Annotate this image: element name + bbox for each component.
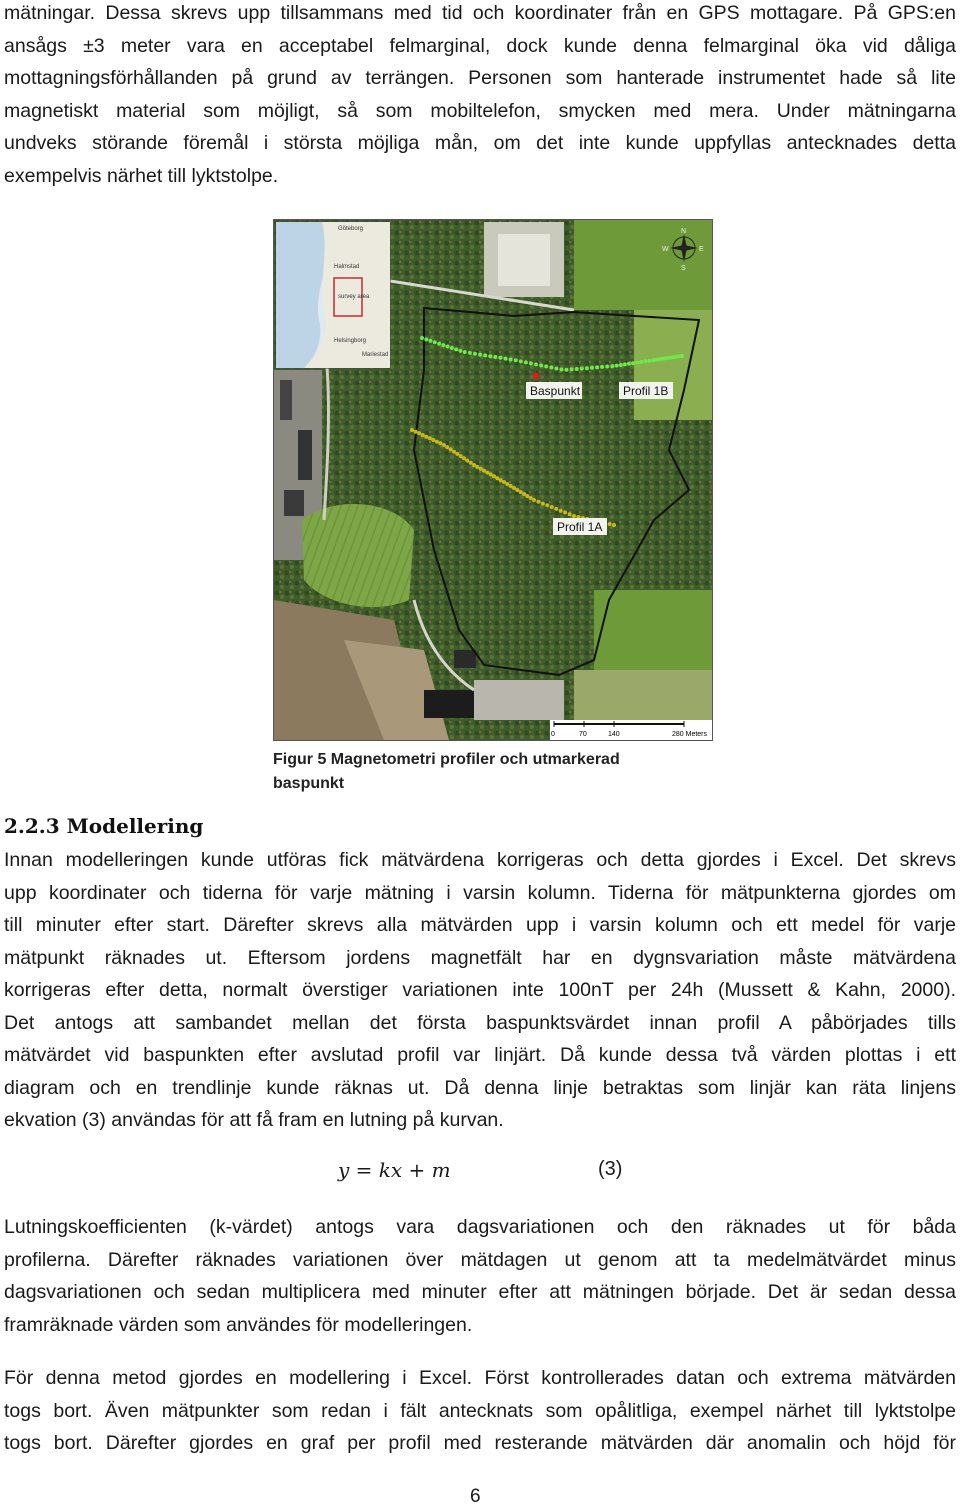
profile-point — [505, 482, 509, 486]
profile-point — [468, 351, 472, 355]
intro-paragraph — [4, 0, 956, 192]
inset-label: Helsingborg — [334, 338, 367, 344]
profile-point — [504, 357, 508, 361]
text-line: framräknade värden som användes för modelleringen. — [4, 1313, 473, 1336]
text-line: dagsvariationen och sedan multiplicera med minuter efter att mätningen började. Det är sedan dessa — [4, 1281, 956, 1303]
profile-point — [445, 445, 449, 449]
profile-point — [483, 353, 487, 357]
profile-point — [469, 461, 473, 465]
text-line: magnetiskt material som möjligt, så som mobiltelefon, smycken med mera. Under mätningarna — [4, 99, 956, 122]
survey-map-figure — [273, 219, 713, 741]
text-line: ansågs ±3 meter vara en acceptabel felmarginal, dock kunde denna felmarginal öka vid dåliga — [4, 34, 956, 57]
profile-point — [498, 356, 502, 360]
profile-point — [554, 367, 558, 371]
profile-point — [435, 440, 439, 444]
figure-caption: Figur 5 Magnetometri profiler och utmarkerad baspunkt — [273, 751, 620, 792]
text-line: Innan modelleringen kunde utföras fick mätvärdena korrigeras och detta gjordes i Excel. Det skrevs — [4, 849, 956, 871]
profile-point — [414, 430, 418, 434]
profile-point — [420, 336, 424, 340]
profile-point — [643, 359, 647, 363]
profile-point — [608, 522, 612, 526]
svg-text:E: E — [699, 246, 704, 253]
scale-tick-label: 140 — [608, 731, 620, 738]
aerial-map — [274, 220, 712, 740]
profile-point — [595, 365, 599, 369]
text-line: mätningar. Dessa skrevs upp tillsammans med tid och koordinater från en GPS mottagare. På GPS:en — [4, 2, 956, 24]
profile-point — [458, 349, 462, 353]
baspunkt-marker — [533, 373, 540, 380]
profile-point — [639, 360, 643, 364]
profile-point — [421, 433, 425, 437]
profile-point — [431, 438, 435, 442]
profile-point — [417, 431, 421, 435]
scale-tick-label: 0 — [551, 731, 555, 738]
building — [454, 650, 476, 668]
profile-point — [478, 353, 482, 357]
profile-point — [424, 337, 428, 341]
profile-point — [465, 459, 469, 463]
profile-point — [449, 447, 453, 451]
profile-point — [580, 367, 584, 371]
profile-point — [459, 454, 463, 458]
profile-point — [455, 452, 459, 456]
profile-point — [454, 347, 458, 351]
profile-point — [619, 363, 623, 367]
text-line: togs bort. Därefter gjordes en graf per profil med resterande mätvärden där anomalin och höjd för — [4, 1432, 956, 1454]
profil-1a-label: Profil 1A — [557, 520, 603, 534]
profile-point — [437, 342, 441, 346]
profile-point — [610, 364, 614, 368]
paragraph-2 — [4, 1211, 956, 1341]
profile-point — [585, 366, 589, 370]
profile-point — [680, 354, 684, 358]
profile-point — [534, 362, 538, 366]
profile-point — [615, 364, 619, 368]
inset-label: Göteborg — [338, 226, 364, 232]
text-line: profilerna. Därefter räknades variationen över mätdagen ut genom att ta medelmätvärdet minus — [4, 1248, 956, 1271]
scale-tick-label: 70 — [579, 731, 587, 738]
profile-point — [485, 471, 489, 475]
building — [298, 430, 312, 480]
inset-label: Halmstad — [334, 264, 360, 270]
profile-point — [572, 514, 576, 518]
profile-point — [575, 367, 579, 371]
profile-point — [475, 465, 479, 469]
profile-point — [545, 503, 549, 507]
building — [280, 380, 292, 420]
profile-point — [570, 367, 574, 371]
profile-point — [544, 364, 548, 368]
page-number: 6 — [470, 1486, 481, 1507]
profile-point — [488, 354, 492, 358]
inset-map — [276, 222, 390, 368]
profile-point — [525, 494, 529, 498]
profile-point — [452, 450, 456, 454]
profile-point — [549, 366, 553, 370]
profile-point — [463, 350, 467, 354]
text-line: exempelvis närhet till lyktstolpe. — [4, 164, 279, 187]
profile-point — [524, 360, 528, 364]
profile-point — [539, 363, 543, 367]
field — [574, 220, 712, 310]
profile-point — [554, 507, 558, 511]
profile-point — [450, 346, 454, 350]
profile-point — [442, 443, 446, 447]
profile-point — [536, 500, 540, 504]
profile-point — [568, 512, 572, 516]
text-line: mätvärdet vid baspunkten efter avslutad profil var linjärt. Då kunde dessa två värden plottas i ett — [4, 1044, 956, 1066]
open-area — [474, 680, 564, 720]
paragraph-3 — [4, 1362, 956, 1460]
profile-point — [509, 358, 513, 362]
scale-tick-label: 280 Meters — [672, 731, 708, 738]
field — [302, 504, 414, 607]
svg-text:W: W — [662, 246, 669, 253]
text-line: diagram och en trendlinje kunde räknas ut. Då denna linje betraktas som linjär kan räta linjens — [4, 1076, 956, 1099]
svg-text:S: S — [681, 265, 686, 272]
profile-point — [529, 361, 533, 365]
profile-point — [433, 340, 437, 344]
text-line: För denna metod gjordes en modellering i Excel. Först kontrollerades datan och extrema mätvärden — [4, 1367, 956, 1389]
building — [424, 690, 474, 718]
text-line: korrigeras efter detta, normalt överstiger variationen inte 100nT per 24h (Mussett & Kahn, 2000). — [4, 979, 956, 1001]
profile-point — [473, 352, 477, 356]
profile-point — [495, 476, 499, 480]
section-heading: 2.2.3 Modellering — [4, 814, 204, 838]
profile-point — [623, 362, 627, 366]
text-line: Lutningskoefficienten (k-värdet) antogs vara dagsvariationen och den räknades ut för båda — [4, 1216, 956, 1238]
profile-point — [429, 339, 433, 343]
text-line: mottagningsförhållanden på grund av terrängen. Personen som hanterade instrumentet hade så lite — [4, 67, 956, 89]
profile-point — [627, 362, 631, 366]
profile-point — [635, 361, 639, 365]
profile-point — [519, 359, 523, 363]
profile-point — [515, 488, 519, 492]
profile-point — [600, 365, 604, 369]
profile-point — [560, 368, 564, 372]
profile-point — [559, 509, 563, 513]
equation: y = kx + m — [338, 1158, 451, 1182]
track — [498, 234, 550, 286]
profile-point — [462, 456, 466, 460]
inset-label: survey area — [338, 294, 370, 300]
profile-point — [590, 366, 594, 370]
scale-bar — [550, 720, 712, 740]
profile-point — [647, 359, 651, 363]
profile-point — [563, 510, 567, 514]
profile-point — [441, 343, 445, 347]
profile-point — [612, 523, 616, 527]
profile-point — [631, 361, 635, 365]
text-line: till minuter efter start. Därefter skrevs alla mätvärden upp i varsin kolumn och ett medel för varje — [4, 914, 956, 936]
profile-point — [424, 435, 428, 439]
text-line: ekvation (3) användas för att få fram en lutning på kurvan. — [4, 1109, 504, 1131]
profile-point — [550, 505, 554, 509]
profile-point — [605, 365, 609, 369]
equation-number: (3) — [598, 1158, 623, 1180]
field — [594, 590, 712, 670]
profile-point — [565, 368, 569, 372]
baspunkt-label: Baspunkt — [530, 384, 581, 398]
profile-point — [428, 436, 432, 440]
text-line: undveks störande föremål i största möjliga mån, om det inte kunde uppfyllas antecknades detta — [4, 132, 956, 154]
profil-1b-label: Profil 1B — [623, 384, 669, 398]
profile-point — [514, 358, 518, 362]
profile-point — [410, 428, 414, 432]
paragraph-1 — [4, 844, 956, 1137]
profile-point — [532, 498, 536, 502]
profile-point — [493, 355, 497, 359]
text-line: togs bort. Även mätpunkter som redan i fält antecknats som opålitliga, exempel närhet till lyktstolpe — [4, 1399, 956, 1422]
text-line: mätpunkt räknades ut. Eftersom jordens magnetfält har en dygnsvariation måste mätvärdena — [4, 946, 956, 969]
text-line: upp koordinater och tiderna för varje mätning i varsin kolumn. Tiderna för mätpunkterna gjordes om — [4, 881, 956, 904]
building — [284, 490, 304, 516]
inset-label: Mariestad — [362, 352, 389, 358]
field — [634, 310, 712, 420]
profile-point — [446, 345, 450, 349]
svg-text:N: N — [681, 228, 687, 235]
profile-point — [438, 441, 442, 445]
text-line: Det antogs att sambandet mellan det första baspunktsvärdet innan profil A påbörjades tills — [4, 1011, 956, 1034]
profile-point — [541, 502, 545, 506]
